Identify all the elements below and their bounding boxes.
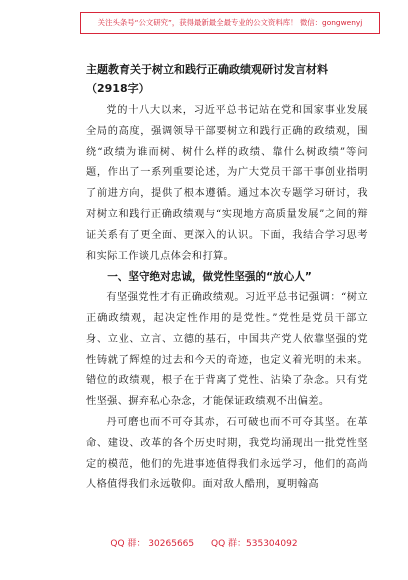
paragraph: 丹可磨也而不可夺其赤，石可破也而不可夺其坚。在革命、建设、改革的各个历史时期，我党均涌现出一批党性坚定的模范，他们的先进事迹值得我们永远学习，他们的高尚人格值得我们永远敬仰。面对敌人酷刑，夏明翰高 (86, 416, 368, 491)
section-heading: 一、坚守绝对忠诚，做党性坚强的“放心人” (107, 271, 312, 284)
paragraph: 党的十八大以来，习近平总书记站在党和国家事业发展全局的高度，强调领导干部要树立和践行正确的政绩观，围绕“政绩为谁而树、树什么样的政绩、靠什么树政绩”等问题，作出了一系列重要论述，为广大党员干部干事创业指明了前进方向，提供了根本遵循。通过本次专题学习研讨，我对树立和践行正确政绩观与“实现地方高质量发展”之间的辩证关系有了更全面、更深入的认识。下面，我结合学习思考和实际工作谈几点体会和打算。 (86, 105, 368, 262)
header-banner: 关注头条号“公文研究”，获得最新最全最专业的公文资料库！ 微信：gongwenyj (80, 12, 380, 34)
footer-qq-group-2: QQ 群：535304092 (211, 539, 298, 549)
footer-contacts (0, 536, 408, 549)
paragraph: 有坚强党性才有正确政绩观。习近平总书记强调：“树立正确政绩观，起决定性作用的是党性。”党性是党员干部立身、立业、立言、立德的基石，中国共产党人依靠坚强的党性铸就了辉煌的过去和今天的奇迹，也定义着光明的未来。错位的政绩观，根子在于背离了党性、沾染了杂念。只有党性坚强、摒弃私心杂念，才能保证政绩观不出偏差。 (86, 292, 368, 408)
document-body (86, 60, 368, 496)
footer-qq-group-1: QQ 群： 30265665 (110, 539, 195, 549)
document-title: 主题教育关于树立和践行正确政绩观研讨发言材料（2918字） (86, 63, 328, 95)
